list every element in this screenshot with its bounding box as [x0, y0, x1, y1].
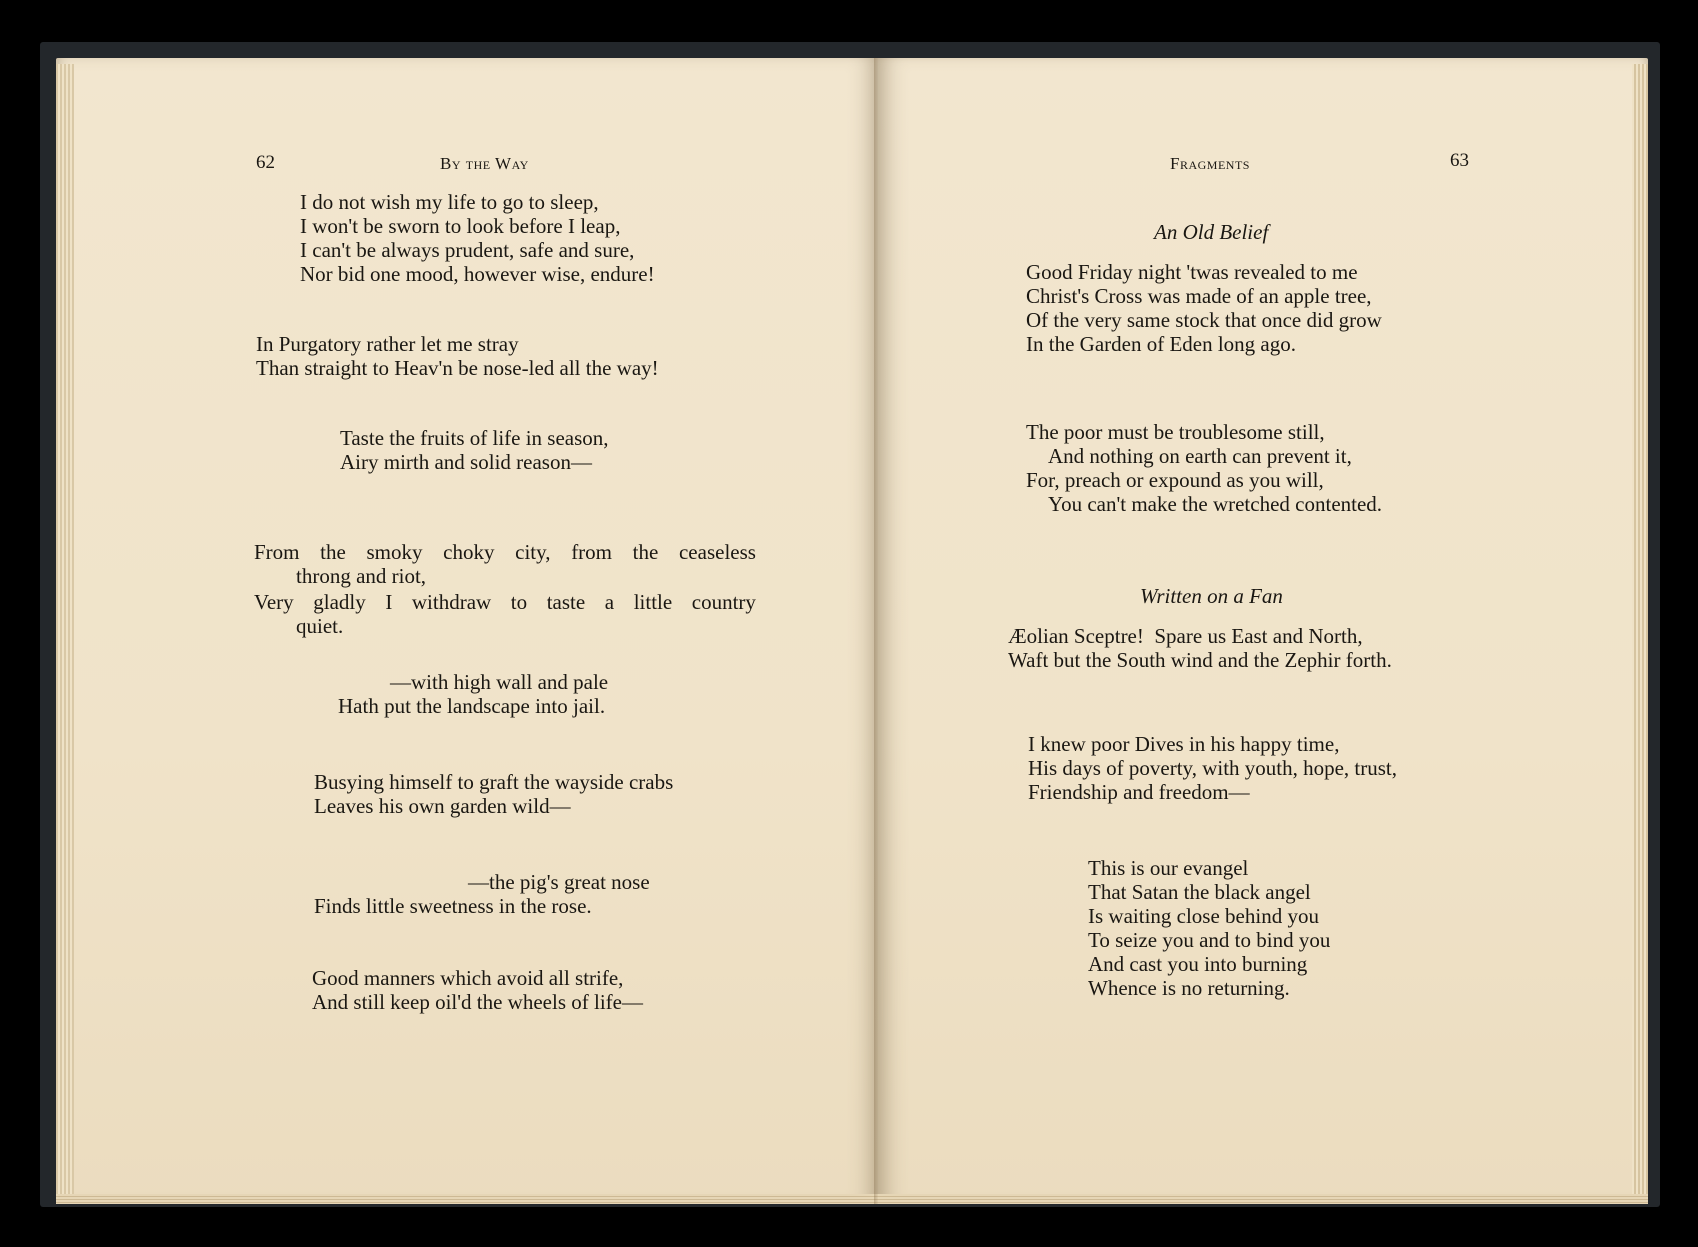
verse-line: Of the very same stock that once did grow: [1026, 308, 1382, 332]
verse-line: throng and riot,: [296, 564, 427, 588]
verse-line: Taste the fruits of life in season,: [340, 426, 609, 450]
verse-line: Busying himself to graft the wayside crabs: [314, 770, 674, 794]
page-number-right: 63: [1450, 150, 1469, 171]
verse-line: The poor must be troublesome still,: [1026, 420, 1325, 444]
word: choky: [443, 540, 495, 564]
poem-title: An Old Belief: [1154, 220, 1269, 244]
word: Very: [254, 590, 294, 614]
verse-line: Good Friday night 'twas revealed to me: [1026, 260, 1358, 284]
verse-line: His days of poverty, with youth, hope, trust,: [1028, 756, 1398, 780]
word: from: [571, 540, 613, 564]
page-edges-left: [56, 64, 74, 1204]
verse-line: That Satan the black angel: [1088, 880, 1311, 904]
verse-line: quiet.: [296, 614, 344, 638]
verse-line: In the Garden of Eden long ago.: [1026, 332, 1296, 356]
word: withdraw: [411, 590, 492, 614]
page-edges-right: [1632, 64, 1648, 1204]
verse-line: Is waiting close behind you: [1088, 904, 1319, 928]
verse-line-justified: [254, 540, 756, 565]
open-book: [48, 58, 1654, 1208]
verse-line: Whence is no returning.: [1088, 976, 1290, 1000]
verse-line: Hath put the landscape into jail.: [338, 694, 606, 718]
verse-line: Good manners which avoid all strife,: [312, 966, 624, 990]
word: city,: [515, 540, 551, 564]
page-number-left: 62: [256, 152, 275, 173]
word: the: [320, 540, 346, 564]
word: a: [604, 590, 615, 614]
word: country: [691, 590, 756, 614]
word: From: [254, 540, 300, 564]
running-head-right: Fragments: [1170, 154, 1250, 173]
verse-line: Waft but the South wind and the Zephir forth.: [1008, 648, 1392, 672]
verse-line: And cast you into burning: [1088, 952, 1308, 976]
word: ceaseless: [678, 540, 756, 564]
page-bottom-edge-left: [56, 1194, 878, 1204]
verse-line: I do not wish my life to go to sleep,: [300, 190, 599, 214]
word: I: [385, 590, 393, 614]
verse-line: You can't make the wretched contented.: [1048, 492, 1383, 516]
right-page: [878, 58, 1648, 1204]
verse-line: —with high wall and pale: [390, 670, 609, 694]
poem-title: Written on a Fan: [1140, 584, 1283, 608]
word: to: [510, 590, 528, 614]
page-bottom-edge-right: [878, 1194, 1648, 1204]
word: gladly: [313, 590, 366, 614]
verse-line: Æolian Sceptre! Spare us East and North,: [1008, 624, 1363, 648]
verse-line: Friendship and freedom—: [1028, 780, 1250, 804]
justified-line: [254, 590, 756, 615]
running-head-left: By the Way: [440, 154, 529, 173]
verse-line: And still keep oil'd the wheels of life—: [312, 990, 643, 1014]
verse-line: Christ's Cross was made of an apple tree,: [1026, 284, 1372, 308]
verse-line: I knew poor Dives in his happy time,: [1028, 732, 1340, 756]
word: smoky: [366, 540, 423, 564]
word: the: [632, 540, 659, 564]
word: little: [633, 590, 673, 614]
verse-line: In Purgatory rather let me stray: [256, 332, 519, 356]
left-page: [56, 58, 878, 1204]
verse-line-justified: [254, 590, 756, 615]
verse-line: Than straight to Heav'n be nose-led all the way!: [256, 356, 659, 380]
verse-line: —the pig's great nose: [468, 870, 650, 894]
verse-line: I can't be always prudent, safe and sure,: [300, 238, 635, 262]
justified-line: [254, 540, 756, 565]
verse-line: Leaves his own garden wild—: [314, 794, 571, 818]
verse-line: This is our evangel: [1088, 856, 1249, 880]
verse-line: And nothing on earth can prevent it,: [1048, 444, 1352, 468]
verse-line: For, preach or expound as you will,: [1026, 468, 1324, 492]
verse-line: Airy mirth and solid reason—: [340, 450, 592, 474]
verse-line: To seize you and to bind you: [1088, 928, 1331, 952]
verse-line: Nor bid one mood, however wise, endure!: [300, 262, 655, 286]
verse-line: I won't be sworn to look before I leap,: [300, 214, 621, 238]
word: taste: [546, 590, 586, 614]
verse-line: Finds little sweetness in the rose.: [314, 894, 592, 918]
